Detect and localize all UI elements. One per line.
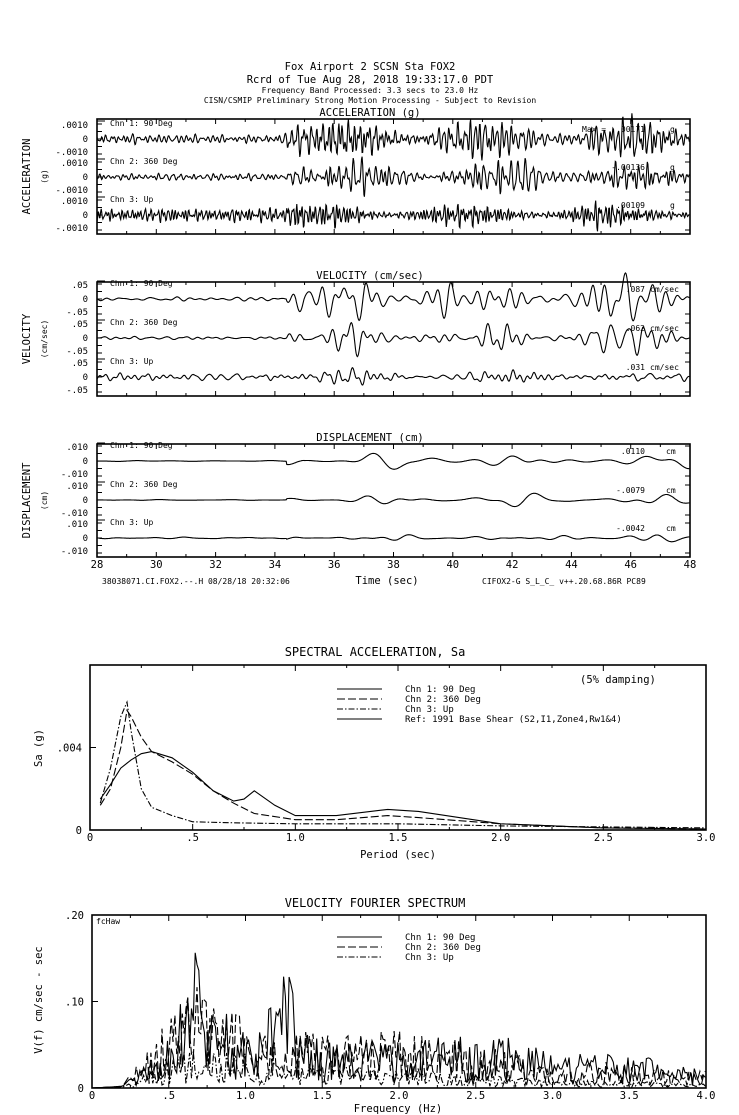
x-tick-label: 1.0 xyxy=(285,832,305,844)
peak-unit: cm/sec xyxy=(650,285,679,294)
acceleration-axis-label: ACCELERATION xyxy=(21,138,33,215)
channel-label: Chn 2: 360 Deg xyxy=(110,480,178,489)
peak-value: .00171 xyxy=(616,125,645,134)
peak-value: .00109 xyxy=(616,201,645,210)
x-tick-label: 2.5 xyxy=(593,832,613,844)
x-tick-label: 1.5 xyxy=(312,1090,332,1102)
y-tick-label: 0 xyxy=(82,211,88,221)
channel-label: Chn 1: 90 Deg xyxy=(110,119,173,128)
max-label: Max = xyxy=(582,125,607,134)
peak-unit: cm xyxy=(666,524,676,533)
legend-label: Chn 1: 90 Deg xyxy=(405,933,476,943)
y-tick-label: 0 xyxy=(77,1083,84,1095)
y-tick-label: 0 xyxy=(82,496,88,506)
x-tick-label: 1.5 xyxy=(388,832,408,844)
x-tick-label: 3.5 xyxy=(619,1090,639,1102)
fourier-tag: fcHaw xyxy=(96,917,121,926)
peak-unit: g xyxy=(670,201,675,210)
time-tick-label: 34 xyxy=(268,559,282,571)
x-tick-label: .5 xyxy=(162,1090,176,1102)
y-tick-label: 0 xyxy=(82,295,88,305)
time-tick-label: 38 xyxy=(387,559,400,571)
sa-title: SPECTRAL ACCELERATION, Sa xyxy=(284,645,466,659)
channel-label: Chn 1: 90 Deg xyxy=(110,441,173,450)
x-tick-label: 0 xyxy=(88,1090,96,1102)
sa-frame xyxy=(90,665,706,830)
y-tick-label: .10 xyxy=(65,996,84,1009)
sa-x-label: Period (sec) xyxy=(360,849,436,861)
peak-value: .0110 xyxy=(620,447,645,456)
legend-label: Ref: 1991 Base Shear (S2,I1,Zone4,Rw1&4) xyxy=(405,715,622,725)
waveform-trace xyxy=(97,493,689,506)
peak-unit: cm/sec xyxy=(650,363,679,372)
y-tick-label: -.010 xyxy=(60,547,88,557)
y-tick-label: 0 xyxy=(82,457,88,467)
x-tick-label: 3.0 xyxy=(696,832,716,844)
y-tick-label: -.010 xyxy=(60,470,88,480)
channel-label: Chn 3: Up xyxy=(110,195,154,204)
x-tick-label: 2.0 xyxy=(491,832,511,844)
displacement-unit-label: (cm) xyxy=(40,490,49,511)
displacement-panel xyxy=(21,432,696,571)
y-tick-label: .0010 xyxy=(60,121,88,131)
sa-damping-note: (5% damping) xyxy=(580,674,656,686)
time-tick-label: 28 xyxy=(90,559,104,571)
time-tick-label: 46 xyxy=(624,559,638,571)
waveform-trace xyxy=(97,157,689,197)
peak-unit: g xyxy=(670,125,675,134)
y-tick-label: 0 xyxy=(82,173,88,183)
record-time: Rcrd of Tue Aug 28, 2018 19:33:17.0 PDT xyxy=(246,74,494,86)
y-tick-label: 0 xyxy=(82,534,88,544)
peak-value: -.00136 xyxy=(611,163,645,172)
displacement-axis-label: DISPLACEMENT xyxy=(21,462,33,539)
y-tick-label: .05 xyxy=(71,281,88,291)
velocity-axis-label: VELOCITY xyxy=(21,313,33,365)
sa-y-label: Sa (g) xyxy=(33,729,45,767)
series-line xyxy=(100,752,706,829)
peak-unit: cm/sec xyxy=(650,324,679,333)
waveform-trace xyxy=(97,368,689,385)
time-tick-label: 44 xyxy=(565,559,578,571)
legend-label: Chn 2: 360 Deg xyxy=(405,695,481,705)
time-tick-label: 42 xyxy=(505,559,519,571)
y-tick-label: 0 xyxy=(75,825,82,837)
y-tick-label: .010 xyxy=(66,443,88,453)
y-tick-label: -.0010 xyxy=(55,186,88,196)
time-axis-label: Time (sec) xyxy=(355,575,419,587)
channel-label: Chn 3: Up xyxy=(110,357,154,366)
legend-label: Chn 3: Up xyxy=(405,953,454,963)
x-tick-label: 2.0 xyxy=(389,1090,409,1102)
legend-label: Chn 1: 90 Deg xyxy=(405,685,476,695)
y-tick-label: .010 xyxy=(66,520,88,530)
y-tick-label: .010 xyxy=(66,482,88,492)
acceleration-panel xyxy=(21,107,690,234)
x-tick-label: 2.5 xyxy=(466,1090,486,1102)
peak-value: .062 xyxy=(625,324,645,333)
velocity-panel xyxy=(21,270,690,396)
y-tick-label: -.0010 xyxy=(55,224,88,234)
channel-label: Chn 2: 360 Deg xyxy=(110,157,178,166)
frequency-band: Frequency Band Processed: 3.3 secs to 23.0 Hz xyxy=(261,86,479,95)
waveform-trace xyxy=(97,453,689,469)
fourier-title: VELOCITY FOURIER SPECTRUM xyxy=(284,896,466,910)
time-tick-label: 30 xyxy=(149,559,163,571)
channel-label: Chn 1: 90 Deg xyxy=(110,279,173,288)
velocity-title: VELOCITY (cm/sec) xyxy=(316,270,424,282)
channel-label: Chn 3: Up xyxy=(110,518,154,527)
acceleration-unit-label: (g) xyxy=(40,169,49,184)
time-tick-label: 36 xyxy=(327,559,341,571)
fourier-frame xyxy=(92,915,706,1088)
peak-value: -.0042 xyxy=(616,524,645,533)
x-tick-label: 3.0 xyxy=(543,1090,562,1102)
record-id: 38038071.CI.FOX2.--.H 08/28/18 20:32:06 xyxy=(102,577,290,586)
peak-value: -.0079 xyxy=(616,486,645,495)
processing-version: CIFOX2-G S_L_C_ v++.20.68.86R PC89 xyxy=(482,577,646,586)
waveform-trace xyxy=(97,323,689,357)
y-tick-label: .05 xyxy=(71,359,88,369)
time-tick-label: 32 xyxy=(209,559,222,571)
displacement-title: DISPLACEMENT (cm) xyxy=(316,432,424,444)
series-line xyxy=(92,953,705,1088)
y-tick-label: -.0010 xyxy=(55,148,88,158)
peak-unit: g xyxy=(670,163,675,172)
time-tick-label: 40 xyxy=(446,559,460,571)
acceleration-title: ACCELERATION (g) xyxy=(319,107,421,119)
y-tick-label: .0010 xyxy=(60,159,88,169)
time-tick-label: 48 xyxy=(683,559,697,571)
waveform-trace xyxy=(97,535,689,542)
x-tick-label: 1.0 xyxy=(236,1090,255,1102)
y-tick-label: .0010 xyxy=(60,197,88,207)
x-tick-label: 0 xyxy=(86,832,94,844)
legend-label: Chn 3: Up xyxy=(405,705,454,715)
peak-value: .087 xyxy=(625,285,645,294)
channel-label: Chn 2: 360 Deg xyxy=(110,318,178,327)
velocity-unit-label: (cm/sec) xyxy=(40,319,49,359)
peak-value: .031 xyxy=(625,363,645,372)
peak-unit: cm xyxy=(666,486,676,495)
y-tick-label: -.010 xyxy=(60,509,88,519)
y-tick-label: .004 xyxy=(56,742,82,755)
series-line xyxy=(92,987,705,1088)
fourier-y-label: V(f) cm/sec - sec xyxy=(33,946,45,1054)
peak-unit: cm xyxy=(666,447,676,456)
y-tick-label: 0 xyxy=(82,373,88,383)
y-tick-label: -.05 xyxy=(66,308,88,318)
x-tick-label: 4.0 xyxy=(696,1090,716,1102)
y-tick-label: .20 xyxy=(65,910,84,922)
station-title: Fox Airport 2 SCSN Sta FOX2 xyxy=(284,61,456,73)
y-tick-label: 0 xyxy=(82,135,88,145)
y-tick-label: .05 xyxy=(71,320,88,330)
processing-note: CISN/CSMIP Preliminary Strong Motion Processing - Subject to Revision xyxy=(203,96,537,105)
legend-label: Chn 2: 360 Deg xyxy=(405,943,481,953)
waveform-trace xyxy=(97,201,689,232)
y-tick-label: -.05 xyxy=(66,386,88,396)
y-tick-label: -.05 xyxy=(66,347,88,357)
y-tick-label: 0 xyxy=(82,334,88,344)
fourier-x-label: Frequency (Hz) xyxy=(353,1103,443,1115)
series-line xyxy=(100,710,706,829)
x-tick-label: .5 xyxy=(186,832,199,844)
